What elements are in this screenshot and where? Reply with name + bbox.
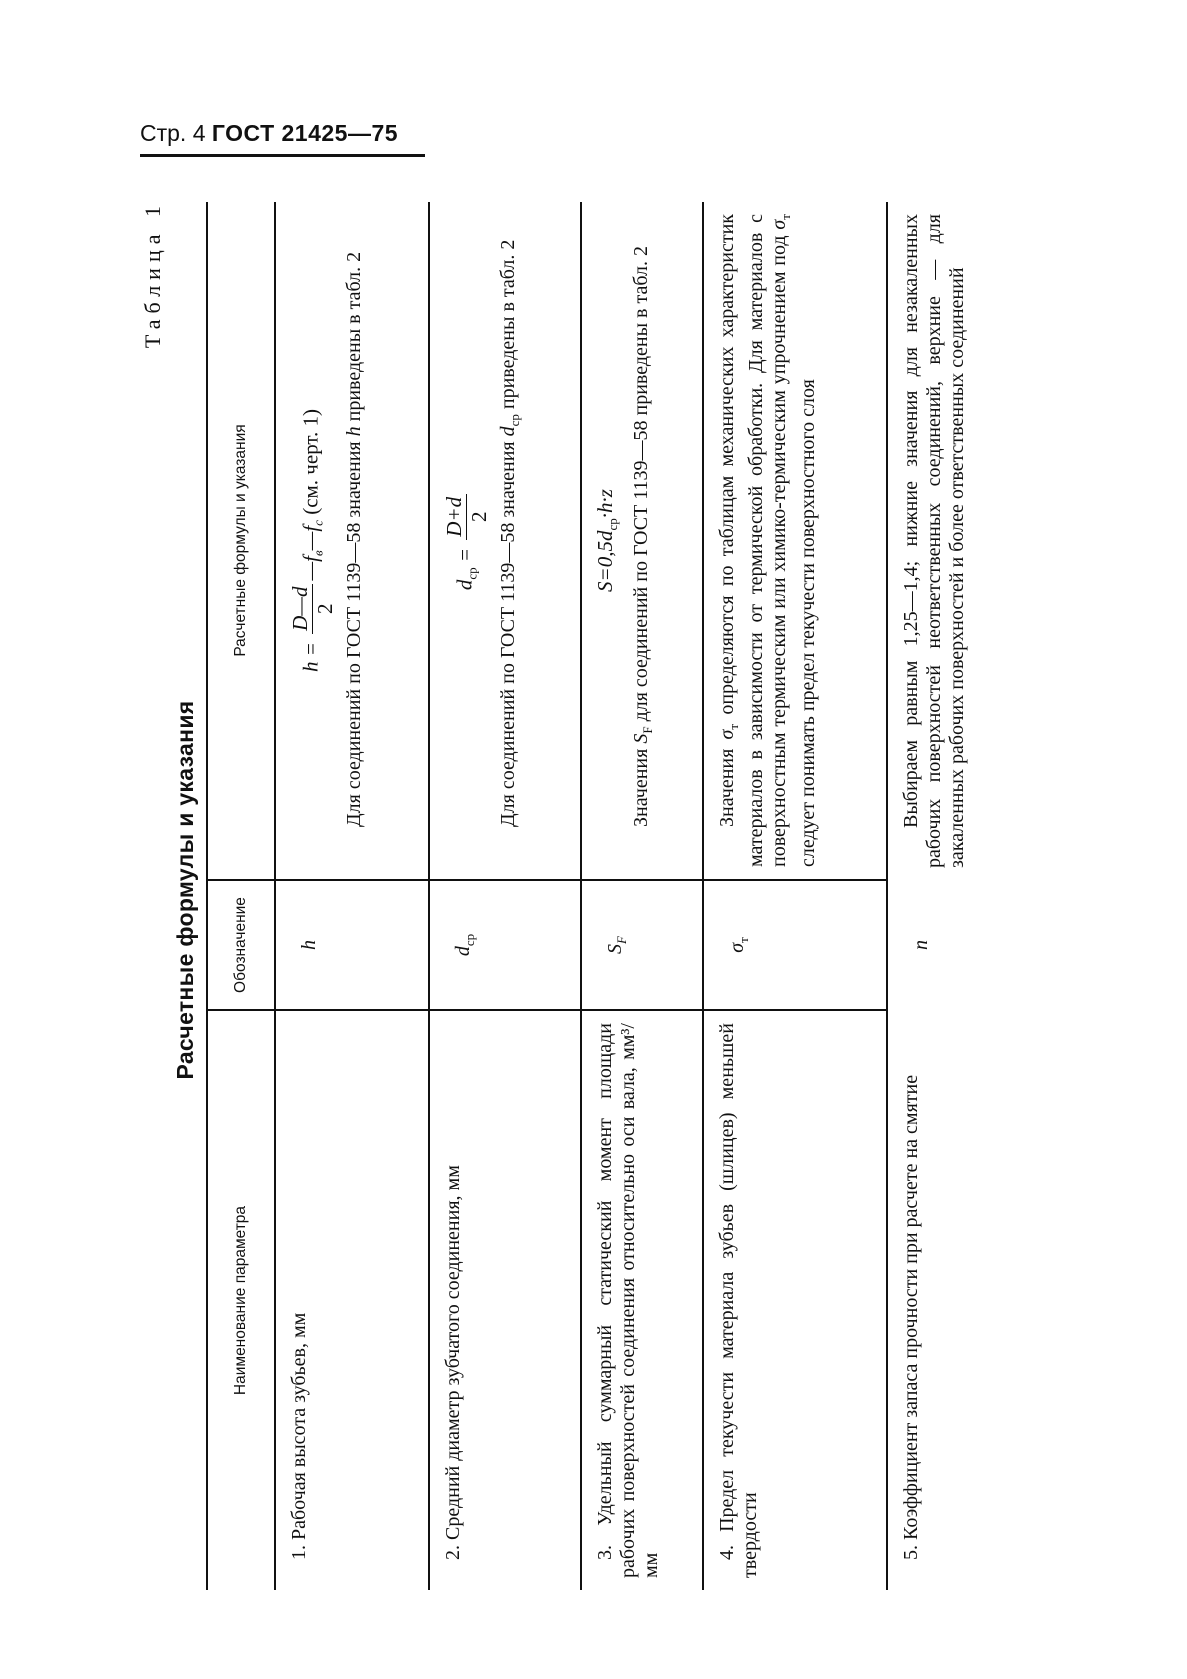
parameter-name: 4. Предел текучести материала зубьев (шлицев) меньшей твердости xyxy=(703,1010,887,1590)
column-header-symbol: Обозначение xyxy=(207,880,275,1010)
table-row xyxy=(703,202,887,1590)
parameter-name: 5. Коэффициент запаса прочности при расчете на смятие xyxy=(900,1074,922,1560)
parameter-symbol: $\sigma_т$ xyxy=(703,880,887,1010)
formula-note: Значения $\sigma_т$ определяются по таблицам механических характеристик материалов в зависимости от термической обработки. Для материалов с поверхностным термическим или химико-термическим упрочнением под $\sigma_т$ следует понимать предел текучести поверхностного слоя xyxy=(716,214,819,867)
table-header-row xyxy=(207,202,275,1590)
formula-cell xyxy=(887,202,1030,880)
formula-cell xyxy=(429,202,581,880)
formula-note: Для соединений по ГОСТ 1139—58 значения $d_{ср}$ приведены в табл. 2 xyxy=(497,239,522,827)
header-rule xyxy=(140,154,425,157)
column-header-formula: Расчетные формулы и указания xyxy=(207,202,275,880)
formula-note: Выбираем равным 1,25—1,4; нижние значения для незакаленных рабочих поверхностей неответственных соединений, верхние — для закаленных рабочих поверхностей и более ответственных соединений xyxy=(900,214,968,868)
fraction: D—d 2 xyxy=(288,584,337,634)
table-title: Расчетные формулы и указания xyxy=(172,700,198,1080)
parameter-symbol: $d_{ср}$ xyxy=(429,880,581,1010)
formula: $d_{ср}$ = D+d 2 xyxy=(442,214,491,867)
parameter-name: 2. Средний диаметр зубчатого соединения, мм xyxy=(429,1010,581,1590)
formula: h = D—d 2 $—f_в—f_c$ (см. черт. 1) xyxy=(288,408,337,673)
table-row xyxy=(887,202,1030,1590)
column-header-name: Наименование параметра xyxy=(207,1010,275,1590)
formula-note: Для соединений по ГОСТ 1139—58 значения h приведены в табл. 2 xyxy=(343,251,365,827)
formula-note: Значения $S_F$ для соединений по ГОСТ 1139—58 приведены в табл. 2 xyxy=(630,245,656,827)
table-label: Таблица 1 xyxy=(140,200,165,349)
page-header xyxy=(140,120,425,147)
parameter-symbol: n xyxy=(910,940,932,950)
standard-number: ГОСТ 21425—75 xyxy=(211,120,399,146)
rotated-table-page xyxy=(140,190,1060,1590)
page-number: Стр. 4 xyxy=(140,120,206,146)
parameter-symbol: $S_F$ xyxy=(581,880,703,1010)
table-row xyxy=(429,202,581,1590)
formula: $S=0,5d_{ср}\cdot h\cdot z$ xyxy=(593,489,621,592)
table-row xyxy=(581,202,703,1590)
formula-cell xyxy=(275,202,429,880)
parameter-symbol: h xyxy=(275,880,429,1010)
parameter-name: 1. Рабочая высота зубьев, мм xyxy=(275,1010,429,1590)
fraction: D+d 2 xyxy=(442,494,491,540)
formula-cell xyxy=(703,202,887,880)
formulas-table xyxy=(206,202,1030,1590)
parameter-name: 3. Удельный суммарный статический момент площади рабочих поверхностей соединения относительно оси вала, мм³/мм xyxy=(581,1010,703,1590)
formula-cell xyxy=(581,202,703,880)
table-row xyxy=(275,202,429,1590)
